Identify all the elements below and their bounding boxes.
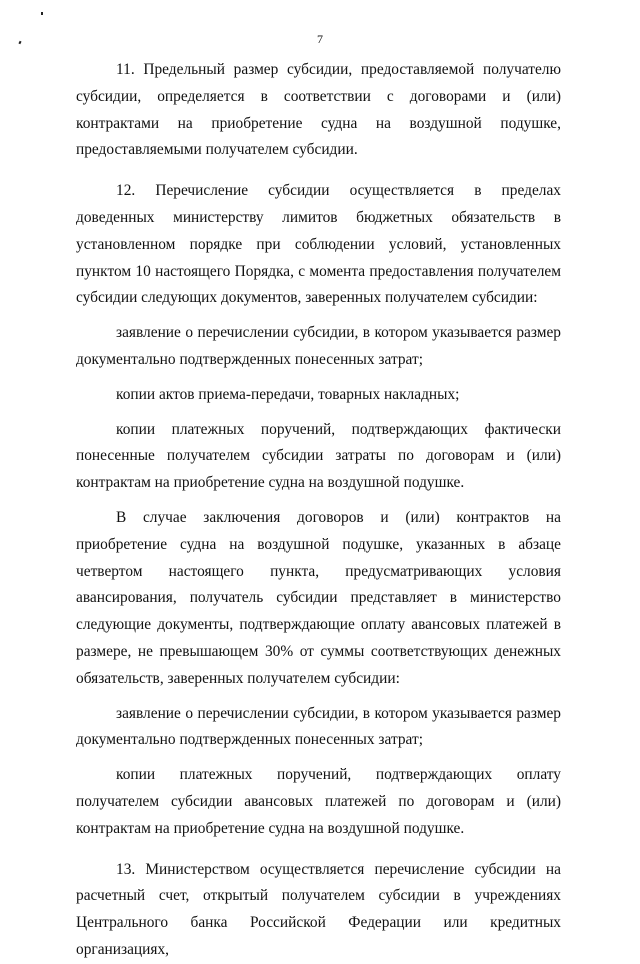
paragraph-13: 13. Министерством осуществляется перечисление субсидии на расчетный счет, открытый получателем субсидии в учреждениях Центрального банка Российской Федерации или кредитных организациях,	[76, 860, 561, 958]
document-body	[76, 57, 561, 964]
list-item-payment-orders-advance: копии платежных поручений, подтверждающих оплату получателем субсидии авансовых платежей по договорам и (или) контрактам на приобретение судна на воздушной подушке.	[76, 766, 561, 837]
paragraph-11: 11. Предельный размер субсидии, предоставляемой получателю субсидии, определяется в соответствии с договорами и (или) контрактами на приобретение судна на воздушной подушке, предоставляемыми получателем субсидии.	[76, 61, 561, 159]
list-item-application: заявление о перечислении субсидии, в котором указывается размер документально подтвержденных понесенных затрат;	[76, 324, 561, 368]
scan-speck	[41, 12, 43, 15]
list-item-acts: копии актов приема-передачи, товарных накладных;	[116, 385, 460, 403]
paragraph-advance-case: В случае заключения договоров и (или) контрактов на приобретение судна на воздушной подушке, указанных в абзаце четвертом настоящего пункта, предусматривающих условия авансирования, получатель субсидии представляет в министерство следующие документы, подтверждающие оплату авансовых платежей в размере, не превышающем 30% от суммы соответствующих денежных обязательств, заверенных получателем субсидии:	[76, 508, 561, 687]
list-item-application-advance: заявление о перечислении субсидии, в котором указывается размер документально подтвержденных понесенных затрат;	[76, 704, 561, 749]
list-item-payment-orders: копии платежных поручений, подтверждающих фактически понесенные получателем субсидии затраты по договорам и (или) контрактам на приобретение судна на воздушной подушке.	[76, 420, 561, 492]
page-number: 7	[317, 32, 323, 46]
scan-speck	[18, 41, 21, 45]
paragraph-12: 12. Перечисление субсидии осуществляется в пределах доведенных министерству лимитов бюджетных обязательств в установленном порядке при соблюдении условий, установленных пунктом 10 настоящего Порядка, с момента предоставления получателем субсидии следующих документов, заверенных получателем субсидии:	[76, 182, 561, 307]
